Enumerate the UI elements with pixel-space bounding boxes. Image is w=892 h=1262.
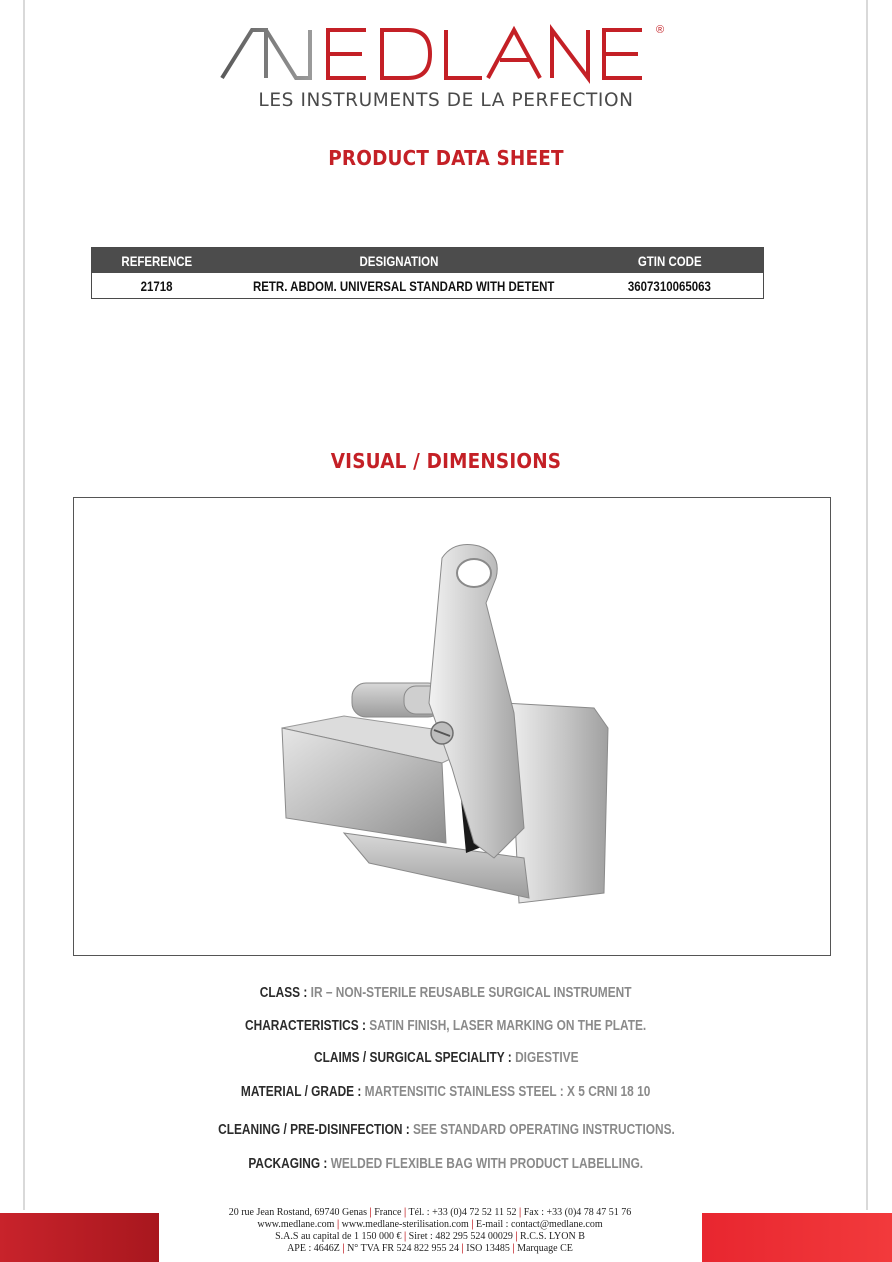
visual-dimensions-title: VISUAL / DIMENSIONS (330, 449, 562, 473)
cell-gtin-code: 3607310065063 (628, 277, 712, 294)
spec-cleaning (0, 1122, 892, 1138)
medlane-logo (0, 18, 892, 118)
footer-ce-marking: Marquage CE (517, 1243, 573, 1254)
spec-characteristics (0, 1018, 892, 1034)
footer-iso: ISO 13485 (466, 1243, 510, 1254)
medlane-wordmark (218, 24, 678, 86)
spec-packaging (0, 1156, 892, 1172)
cell-reference: 21718 (140, 277, 173, 294)
footer-country: France (374, 1207, 402, 1218)
footer-line-address: 20 rue Jean Rostand, 69740 Genas | France | Tél. : +33 (0)4 72 52 11 52 | Fax : +33 (0)4 78 47 51 76 (228, 1207, 632, 1218)
footer-line-company: S.A.S au capital de 1 150 000 € | Siret : 482 295 524 00029 | R.C.S. LYON B (275, 1231, 585, 1242)
brand-tagline: LES INSTRUMENTS DE LA PERFECTION (258, 90, 634, 111)
header-designation: DESIGNATION (359, 252, 439, 269)
table-row (92, 273, 763, 298)
spec-claims (0, 1050, 892, 1066)
header-gtin-code: GTIN CODE (637, 252, 702, 269)
footer-line-registration: APE : 4646Z | N° TVA FR 524 822 955 24 | ISO 13485 | Marquage CE (287, 1243, 573, 1254)
spec-material (0, 1084, 892, 1100)
table-header-row (92, 248, 763, 273)
footer-website-sterilisation[interactable]: www.medlane-sterilisation.com (341, 1219, 469, 1230)
footer-accent-right (702, 1213, 892, 1262)
footer-rcs: R.C.S. LYON B (520, 1231, 585, 1242)
spec-value: SEE STANDARD OPERATING INSTRUCTIONS. (412, 1122, 675, 1138)
spec-value: DIGESTIVE (514, 1050, 579, 1066)
footer-siret: Siret : 482 295 524 00029 (408, 1231, 513, 1242)
header-reference: REFERENCE (121, 252, 193, 269)
footer-website[interactable]: www.medlane.com (257, 1219, 335, 1230)
cell-designation: RETR. ABDOM. UNIVERSAL STANDARD WITH DETENT (253, 277, 555, 294)
footer-fax: Fax : +33 (0)4 78 47 51 76 (523, 1207, 632, 1218)
footer-contact (160, 1207, 700, 1255)
spec-label: CLEANING / PRE-DISINFECTION : (217, 1122, 413, 1138)
spec-value: MARTENSITIC STAINLESS STEEL : X 5 CRNI 18 10 (365, 1084, 651, 1100)
spec-value: IR – NON-STERILE REUSABLE SURGICAL INSTRUMENT (311, 985, 632, 1001)
retractor-clamp-photo (74, 498, 829, 954)
spec-value: WELDED FLEXIBLE BAG WITH PRODUCT LABELLING. (330, 1156, 644, 1172)
footer-ape: APE : 4646Z (287, 1243, 340, 1254)
footer-vat: N° TVA FR 524 822 955 24 (347, 1243, 460, 1254)
footer-line-web: www.medlane.com | www.medlane-sterilisation.com | E-mail : contact@medlane.com (257, 1219, 603, 1230)
spec-label: CHARACTERISTICS : (245, 1018, 370, 1034)
spec-label: CLASS : (260, 985, 312, 1001)
footer-email[interactable]: E-mail : contact@medlane.com (475, 1219, 603, 1230)
spec-label: CLAIMS / SURGICAL SPECIALITY : (313, 1050, 515, 1066)
footer-accent-left (0, 1213, 159, 1262)
registered-mark: ® (656, 24, 665, 36)
footer-capital: S.A.S au capital de 1 150 000 € (275, 1231, 402, 1242)
spec-value: SATIN FINISH, LASER MARKING ON THE PLATE. (369, 1018, 647, 1034)
product-data-sheet-title: PRODUCT DATA SHEET (328, 146, 564, 170)
product-image-frame (73, 497, 831, 956)
footer-address: 20 rue Jean Rostand, 69740 Genas (228, 1207, 368, 1218)
spec-label: PACKAGING : (248, 1156, 331, 1172)
footer-phone: Tél. : +33 (0)4 72 52 11 52 (408, 1207, 517, 1218)
reference-table (91, 247, 764, 299)
spec-class (0, 985, 892, 1001)
spec-label: MATERIAL / GRADE : (241, 1084, 366, 1100)
